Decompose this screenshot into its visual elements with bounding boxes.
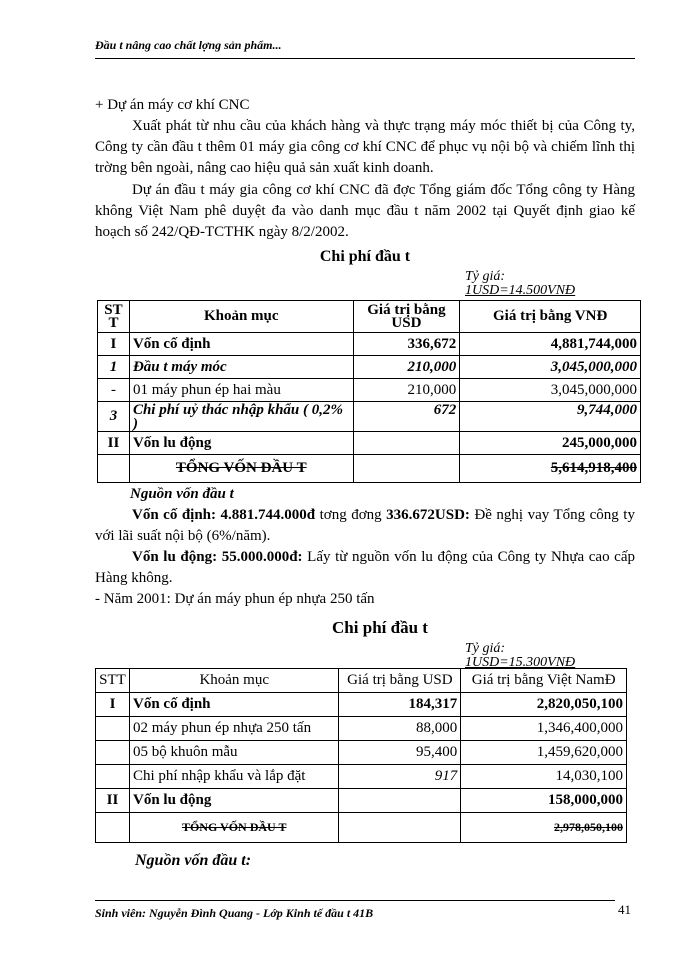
cell-item: Chi phí uỷ thác nhập khẩu ( 0,2% )	[129, 402, 353, 432]
table-row	[96, 765, 627, 789]
cell-index	[96, 765, 130, 789]
table2-header-row	[96, 669, 627, 693]
cell-item: Vốn cố định	[129, 333, 353, 356]
header-stt: STT	[96, 669, 130, 693]
fixed-usd: 336.672USD:	[386, 507, 470, 523]
cell-usd: 210,000	[353, 356, 460, 379]
cell-index: I	[98, 333, 130, 356]
header-usd: Giá trị bằng USD	[339, 669, 461, 693]
paragraph-2: Dự án đầu t máy gia công cơ khí CNC đã đợc Tổng giám đốc Tổng công ty Hàng không Việt Nam phê duyệt đa vào danh mục đầu t năm 2002 tại Quyết định giao kế hoạch số 242/QĐ-TCTHK ngày 8/2/2002.	[95, 182, 635, 240]
cell-vnd: 2,820,050,100	[461, 693, 627, 717]
funding1-fixed	[95, 505, 635, 547]
rate-label: Tỷ giá:	[465, 269, 506, 284]
cell-item: Vốn lu động	[129, 789, 339, 813]
table-row	[96, 741, 627, 765]
cell-usd	[339, 789, 461, 813]
cell-usd: 917	[339, 765, 461, 789]
working-label: Vốn lu động: 55.000.000đ:	[132, 549, 303, 565]
cell-usd: 210,000	[353, 379, 460, 402]
total-value: 5,614,918,400	[550, 460, 637, 476]
table2-title: Chi phí đầu t	[332, 618, 428, 637]
cell-vnd: 1,459,620,000	[461, 741, 627, 765]
cell-vnd: 158,000,000	[461, 789, 627, 813]
cell-usd: 184,317	[339, 693, 461, 717]
table2-total-row	[96, 813, 627, 843]
cell-item: Đầu t máy móc	[129, 356, 353, 379]
cell-item: Chi phí nhập khẩu và lắp đặt	[129, 765, 339, 789]
cell-usd: 88,000	[339, 717, 461, 741]
table-row	[98, 333, 641, 356]
cell-usd	[353, 432, 460, 455]
cell-vnd: 4,881,744,000	[460, 333, 641, 356]
cell-index	[96, 717, 130, 741]
paragraph-1: Xuất phát từ nhu cầu của khách hàng và thực trạng máy móc thiết bị của Công ty, Công ty cần đầu t thêm 01 máy gia công cơ khí CNC để phục vụ nội bộ và chiếm lĩnh thị trờng bên ngoài, nâng cao hiệu quả sản xuất kinh doanh.	[95, 118, 635, 176]
cell-index: II	[98, 432, 130, 455]
cell-index: II	[96, 789, 130, 813]
table2-exchange-rate	[465, 642, 575, 670]
footer-rule	[95, 900, 615, 901]
table1-title: Chi phí đầu t	[319, 248, 411, 265]
year-line: - Năm 2001: Dự án máy phun ép nhựa 250 tấn	[95, 591, 375, 607]
cell-index: I	[96, 693, 130, 717]
total-label: TỔNG VỐN ĐẦU T	[175, 460, 307, 476]
header-usd: Giá trị bằng USD	[353, 301, 460, 333]
table-row	[98, 402, 641, 432]
table1-header-row	[98, 301, 641, 333]
cell-vnd: 3,045,000,000	[460, 379, 641, 402]
table-row	[96, 789, 627, 813]
cell-empty	[339, 813, 461, 843]
total-label: TỔNG VỐN ĐẦU T	[181, 820, 287, 834]
cell-index: -	[98, 379, 130, 402]
header-rule	[95, 58, 635, 59]
rate-label: Tỷ giá:	[465, 641, 506, 656]
cell-usd: 672	[353, 402, 460, 432]
running-header: Đầu t nâng cao chất lợng sản phẩm...	[95, 38, 282, 52]
header-item: Khoản mục	[129, 301, 353, 333]
cell-item: Vốn cố định	[129, 693, 339, 717]
cell-index: 3	[98, 402, 130, 432]
funding1-title: Nguồn vốn đầu t	[130, 486, 234, 502]
rate-value: 1USD=15.300VNĐ	[465, 655, 576, 670]
cell-item: Vốn lu động	[129, 432, 353, 455]
table2	[95, 668, 627, 843]
bullet-title: + Dự án máy cơ khí CNC	[95, 97, 250, 113]
cell-usd: 336,672	[353, 333, 460, 356]
table-row	[98, 379, 641, 402]
cell-vnd: 245,000,000	[460, 432, 641, 455]
cell-index: 1	[98, 356, 130, 379]
header-stt: ST T	[98, 301, 130, 333]
table-row	[96, 693, 627, 717]
cell-index	[96, 741, 130, 765]
cell-vnd: 9,744,000	[460, 402, 641, 432]
fixed-text: tơng đơng	[315, 507, 387, 523]
page-number: 41	[618, 902, 631, 917]
cell-vnd: 3,045,000,000	[460, 356, 641, 379]
header-vnd: Giá trị bằng Việt NamĐ	[461, 669, 627, 693]
cell-vnd: 1,346,400,000	[461, 717, 627, 741]
cell-usd: 95,400	[339, 741, 461, 765]
table1-exchange-rate	[465, 270, 575, 298]
cell-empty	[98, 455, 130, 483]
cell-vnd: 14,030,100	[461, 765, 627, 789]
cell-item: 02 máy phun ép nhựa 250 tấn	[129, 717, 339, 741]
table1	[97, 300, 641, 483]
cell-item: 01 máy phun ép hai màu	[129, 379, 353, 402]
cell-empty	[96, 813, 130, 843]
funding1-working	[95, 547, 635, 589]
header-vnd: Giá trị bằng VNĐ	[460, 301, 641, 333]
table-row	[98, 356, 641, 379]
cell-empty	[353, 455, 460, 483]
funding2-title: Nguồn vốn đầu t:	[135, 852, 252, 869]
table-row	[98, 432, 641, 455]
header-item: Khoản mục	[129, 669, 339, 693]
working-text: Lấy từ nguồn vốn lu động của Công ty Nhựa cao cấp Hàng không.	[95, 549, 635, 586]
footer-author: Sinh viên: Nguyễn Đình Quang - Lớp Kinh tế đầu t 41B	[95, 906, 374, 920]
table1-total-row	[98, 455, 641, 483]
table-row	[96, 717, 627, 741]
rate-value: 1USD=14.500VNĐ	[465, 283, 576, 298]
total-value: 2,978,050,100	[554, 820, 623, 834]
fixed-rest: Đề nghị vay Tổng công ty với lãi suất nội bộ (6%/năm).	[95, 507, 635, 544]
fixed-label: Vốn cố định: 4.881.744.000đ	[132, 507, 316, 523]
cell-item: 05 bộ khuôn mẫu	[129, 741, 339, 765]
